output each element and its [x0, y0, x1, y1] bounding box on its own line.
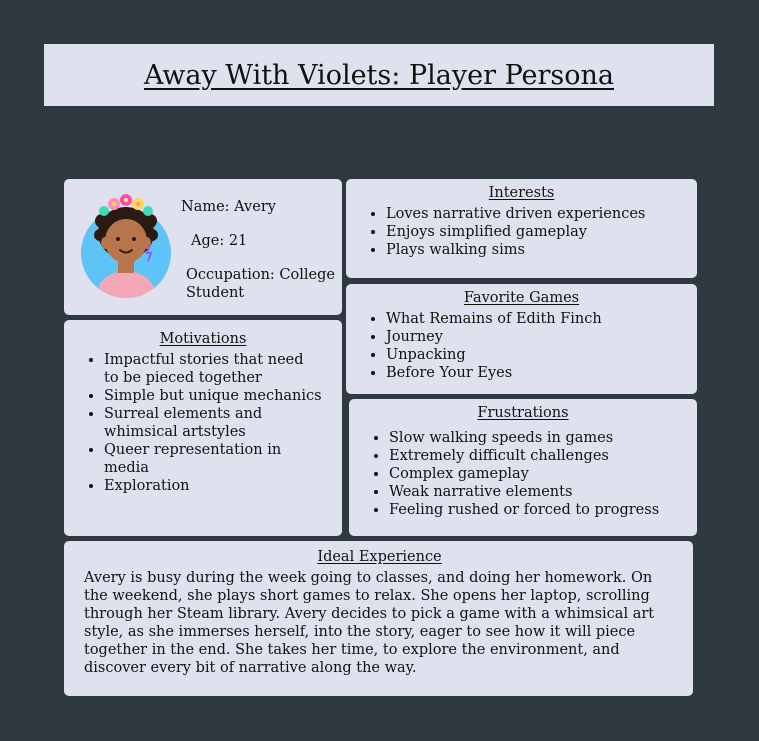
favorite-games-heading: Favorite Games [463, 290, 580, 306]
list-item: • Simple but unique mechanics [104, 387, 322, 405]
favorite-games-card [346, 284, 697, 394]
list-item: • Exploration [104, 477, 322, 495]
page-title: Away With Violets: Player Persona [143, 59, 615, 91]
favorite-games-list [346, 310, 697, 382]
profile-card [64, 179, 342, 315]
list-item: • Plays walking sims [386, 241, 697, 259]
profile-occupation: Occupation: College Student [186, 267, 335, 301]
list-item: • Enjoys simplified gameplay [386, 223, 697, 241]
ideal-experience-card [64, 541, 693, 696]
list-item: • Weak narrative elements [389, 483, 697, 501]
list-item: • Unpacking [386, 346, 697, 364]
motivations-card [64, 320, 342, 536]
list-item: • Complex gameplay [389, 465, 697, 483]
interests-list [346, 205, 697, 259]
list-item: • What Remains of Edith Finch [386, 310, 697, 328]
list-item: • Before Your Eyes [386, 364, 697, 382]
avatar-icon [78, 183, 174, 301]
motivations-heading: Motivations [159, 331, 247, 347]
list-item: • Impactful stories that need to be pieced together [104, 351, 322, 387]
ideal-experience-text: Avery is busy during the week going to classes, and doing her homework. On the weekend, she plays short games to relax. She opens her laptop, scrolling through her Steam library. Avery decides to pick a game with a whimsical art style, as she immerses herself, into the story, eager to see how it will piece together in the end. She takes her time, to explore the environment, and discover every bit of narrative along the way. [84, 570, 655, 676]
profile-name: Name: Avery [181, 199, 276, 215]
list-item: • Queer representation in media [104, 441, 322, 477]
frustrations-heading: Frustrations [477, 405, 569, 421]
list-item: • Slow walking speeds in games [389, 429, 697, 447]
list-item: • Feeling rushed or forced to progress [389, 501, 697, 519]
list-item: • Loves narrative driven experiences [386, 205, 697, 223]
profile-age: Age: 21 [191, 233, 248, 249]
frustrations-card [349, 399, 697, 536]
interests-card [346, 179, 697, 278]
list-item: • Surreal elements and whimsical artstyles [104, 405, 322, 441]
list-item: • Journey [386, 328, 697, 346]
frustrations-list [349, 429, 697, 519]
motivations-list [64, 351, 342, 495]
interests-heading: Interests [488, 185, 555, 201]
title-banner [44, 44, 714, 106]
ideal-experience-heading: Ideal Experience [317, 549, 442, 565]
list-item: • Extremely difficult challenges [389, 447, 697, 465]
